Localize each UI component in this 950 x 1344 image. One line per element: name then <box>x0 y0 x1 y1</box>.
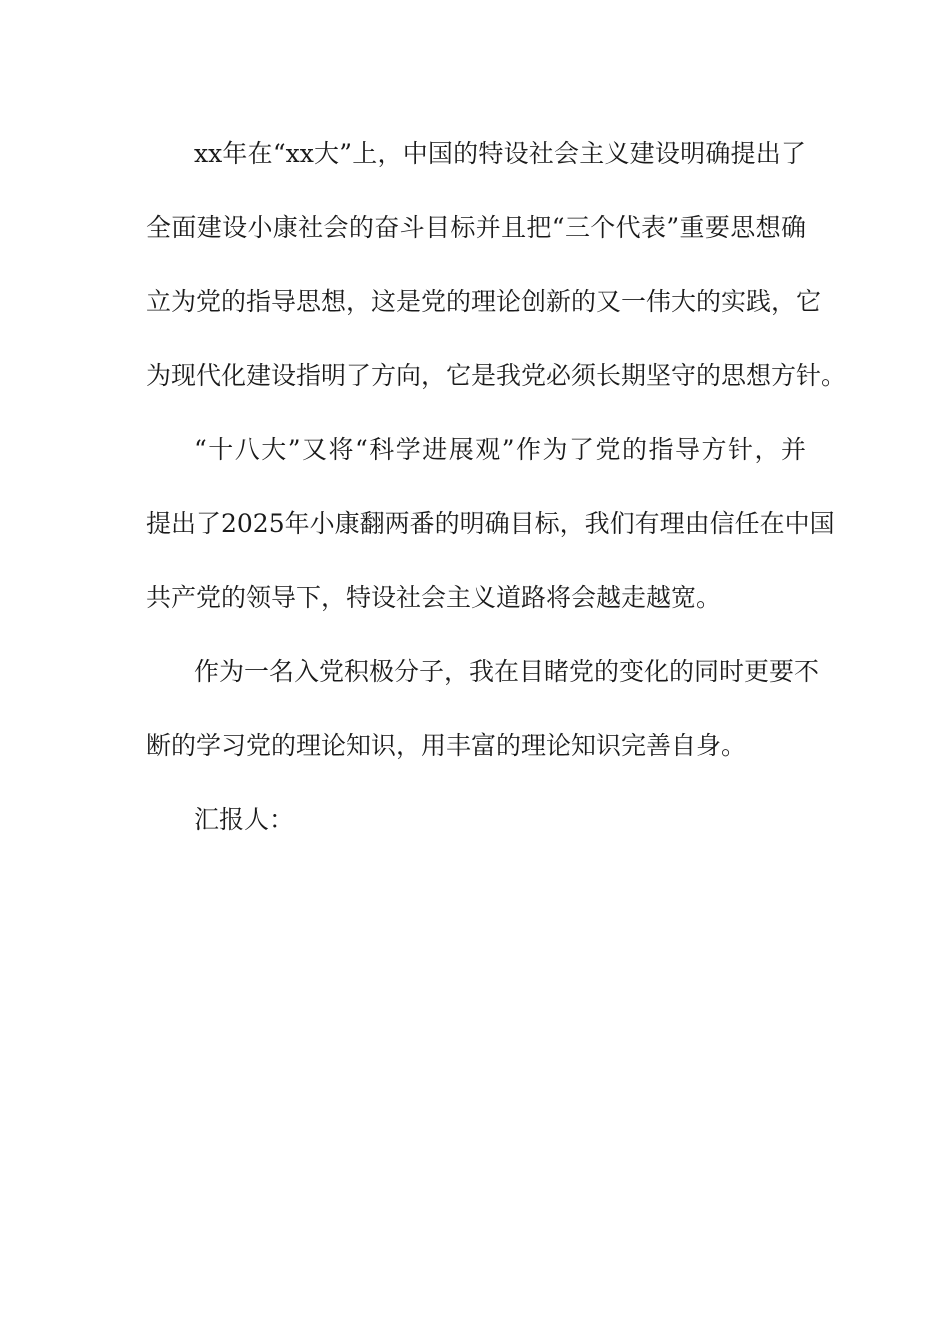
paragraph-1-line-2: 全面建设小康社会的奋斗目标并且把“三个代表”重要思想确 <box>146 213 806 242</box>
paragraph-2-line-1: “十八大”又将“科学进展观”作为了党的指导方针，并 <box>194 435 806 464</box>
paragraph-3-line-2: 断的学习党的理论知识，用丰富的理论知识完善自身。 <box>146 731 747 760</box>
paragraph-2-line-3: 共产党的领导下，特设社会主义道路将会越走越宽。 <box>146 583 722 612</box>
paragraph-1-line-1: xx年在“xx大”上，中国的特设社会主义建设明确提出了 <box>194 139 806 168</box>
paragraph-2-line-2: 提出了2025年小康翻两番的明确目标，我们有理由信任在中国 <box>146 509 835 538</box>
paragraph-3-line-1: 作为一名入党积极分子，我在目睹党的变化的同时更要不 <box>194 657 820 686</box>
paragraph-1-line-3: 立为党的指导思想，这是党的理论创新的又一伟大的实践，它 <box>146 287 822 316</box>
reporter-label: 汇报人： <box>194 805 295 834</box>
paragraph-1-line-4: 为现代化建设指明了方向，它是我党必须长期坚守的思想方针。 <box>146 361 847 390</box>
